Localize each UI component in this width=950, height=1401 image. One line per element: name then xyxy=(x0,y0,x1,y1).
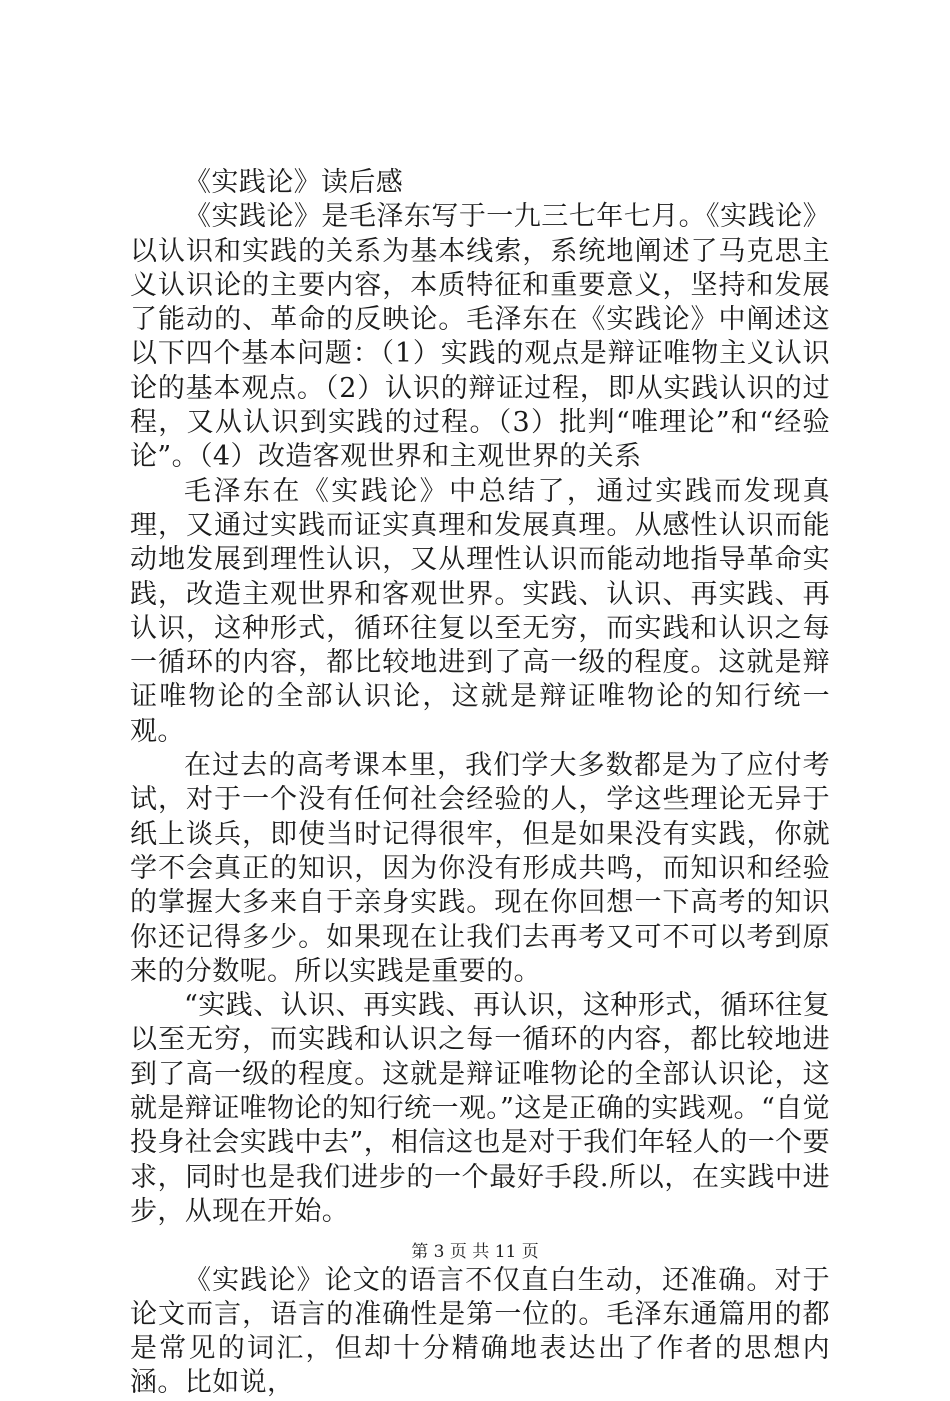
paragraph-2: 毛泽东在《实践论》中总结了，通过实践而发现真理，又通过实践而证实真理和发展真理。从感性认识而能动地发展到理性认识，又从理性认识而能动地指导革命实践，改造主观世界和客观世界。实践、认识、再实践、再认识，这种形式，循环往复以至无穷，而实践和认识之每一循环的内容，都比较地进到了高一级的程度。这就是辩证唯物论的全部认识论，这就是辩证唯物论的知行统一观。 xyxy=(130,475,830,747)
paragraph-3: 在过去的高考课本里，我们学大多数都是为了应付考试，对于一个没有任何社会经验的人，学这些理论无异于纸上谈兵，即使当时记得很牢，但是如果没有实践，你就学不会真正的知识，因为你没有形成共鸣，而知识和经验的掌握大多来自于亲身实践。现在你回想一下高考的知识你还记得多少。如果现在让我们去再考又可不可以考到原来的分数呢。所以实践是重要的。 xyxy=(130,750,830,987)
paragraph-4: “实践、认识、再实践、再认识，这种形式，循环往复以至无穷，而实践和认识之每一循环的内容，都比较地进到了高一级的程度。这就是辩证唯物论的全部认识论，这就是辩证唯物论的知行统一观。”这是正确的实践观。“自觉投身社会实践中去”，相信这也是对于我们年轻人的一个要求，同时也是我们进步的一个最好手段.所以，在实践中进步，从现在开始。 xyxy=(130,990,830,1227)
paragraph-5: 《实践论》论文的语言不仅直白生动，还准确。对于论文而言，语言的准确性是第一位的。毛泽东通篇用的都是常见的词汇，但却十分精确地表达出了作者的思想内涵。比如说， xyxy=(130,1264,830,1399)
page-number-footer: 第 3 页 共 11 页 xyxy=(411,1242,539,1262)
document-body xyxy=(130,166,830,1401)
paragraph-1: 《实践论》是毛泽东写于一九三七年七月。《实践论》以认识和实践的关系为基本线索，系统地阐述了马克思主义认识论的主要内容，本质特征和重要意义，坚持和发展了能动的、革命的反映论。毛泽东在《实践论》中阐述这以下四个基本问题：（1）实践的观点是辩证唯物主义认识论的基本观点。（2）认识的辩证过程，即从实践认识的过程，又从认识到实践的过程。（3）批判“唯理论”和“经验论”。（4）改造客观世界和主观世界的关系 xyxy=(130,201,830,473)
document-title: 《实践论》读后感 xyxy=(184,167,404,198)
